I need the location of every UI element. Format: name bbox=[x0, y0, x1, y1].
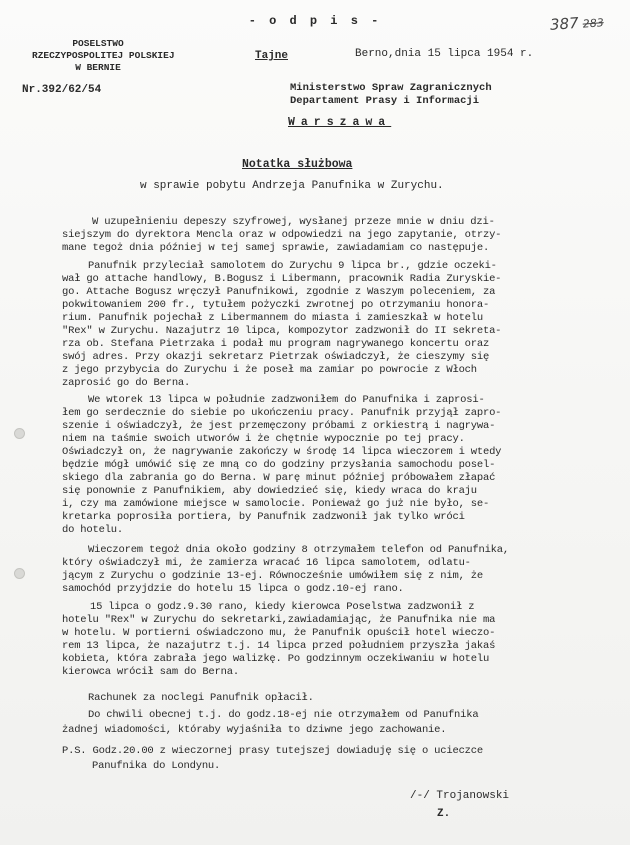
body-line: hotelu "Rex" w Zurychu do sekretarki,zawiadamiając, że Panufnika nie ma bbox=[62, 614, 496, 626]
body-line: z jego przybycia do Zurychu i że poseł ma zamiar po powrocie z Włoch bbox=[62, 364, 477, 376]
classification-mark: Tajne bbox=[255, 50, 289, 62]
addressee-line: Ministerstwo Spraw Zagranicznych bbox=[290, 82, 492, 94]
body-line: Panufnika do Londynu. bbox=[92, 760, 221, 772]
punch-hole bbox=[14, 568, 25, 579]
body-line: i, czy ma zamówione miejsce w samolocie. Ponieważ go już nie było, se- bbox=[62, 498, 490, 510]
body-line: go. Attache Bogusz wręczył Panufnikowi, zgodnie z Waszym poleceniem, za bbox=[62, 286, 496, 298]
document-title: Notatka służbowa bbox=[242, 158, 353, 171]
archive-number bbox=[550, 12, 605, 34]
archive-number-current: 387 bbox=[549, 13, 580, 34]
place-date: Berno,dnia 15 lipca 1954 r. bbox=[355, 48, 534, 60]
body-line: jącym z Zurychu o godzinie 13-ej. Równocześnie umówiłem się z nim, że bbox=[62, 570, 483, 582]
body-line: łem go serdecznie do siebie po ukończeniu pracy. Panufnik przyjął zapro- bbox=[62, 407, 502, 419]
body-line: "Rex" w Zurychu. Nazajutrz 10 lipca, kompozytor zadzwonił do II sekreta- bbox=[62, 325, 502, 337]
archive-number-struck: 283 bbox=[582, 16, 605, 31]
body-line: żadnej wiadomości, któraby wyjaśniła to dziwne jego zachowanie. bbox=[62, 724, 447, 736]
body-line: niem na taśmie swoich utworów i że chętnie wypocznie po tej pracy. bbox=[62, 433, 465, 445]
body-line: zaprosić go do Berna. bbox=[62, 377, 191, 389]
body-line: Panufnik przyleciał samolotem do Zurychu 9 lipca br., gdzie oczeki- bbox=[88, 260, 497, 272]
addressee-line: Departament Prasy i Informacji bbox=[290, 95, 480, 107]
body-line: W uzupełnieniu depeszy szyfrowej, wysłanej przeze mnie w dniu dzi- bbox=[92, 216, 495, 228]
body-line: Do chwili obecnej t.j. do godz.18-ej nie otrzymałem od Panufnika bbox=[88, 709, 479, 721]
reference-number: Nr.392/62/54 bbox=[22, 84, 102, 96]
body-line: się ponownie z Panufnikiem, aby dowiedzieć się, kiedy wraca do kraju bbox=[62, 485, 477, 497]
body-line: kierowca wrócił sam do Berna. bbox=[62, 666, 239, 678]
body-line: rem 13 lipca, że nazajutrz t.j. 14 lipca przed południem przyszła jakaś bbox=[62, 640, 496, 652]
sender-block bbox=[32, 38, 175, 74]
body-line: kretarka poprosiła portiera, by Panufnik zadzwonił jak tylko wróci bbox=[62, 511, 465, 523]
copy-mark: - o d p i s - bbox=[248, 14, 382, 28]
body-line: samochód przyjdzie do hotelu 15 lipca o godz.10-ej rano. bbox=[62, 583, 404, 595]
sender-line: RZECZYPOSPOLITEJ POLSKIEJ bbox=[32, 50, 175, 61]
signature-initial: Z. bbox=[437, 808, 451, 820]
body-line: do hotelu. bbox=[62, 524, 124, 536]
body-line: Rachunek za noclegi Panufnik opłacił. bbox=[88, 692, 314, 704]
body-line: 15 lipca o godz.9.30 rano, kiedy kierowca Poselstwa zadzwonił z bbox=[90, 601, 475, 613]
body-line: rza ob. Stefana Pietrzaka i podał mu program nagrywanego koncertu oraz bbox=[62, 338, 490, 350]
body-line: P.S. Godz.20.00 z wieczornej prasy tutejszej dowiaduję się o ucieczce bbox=[62, 745, 483, 757]
body-line: wał go attache handlowy, B.Bogusz i Libermann, pracownik Radia Zuryskie- bbox=[62, 273, 502, 285]
body-line: szenie i oświadczył, że jest przemęczony próbami z orkiestrą i nagrywa- bbox=[62, 420, 496, 432]
signature: /-/ Trojanowski bbox=[410, 790, 510, 802]
punch-hole bbox=[14, 428, 25, 439]
body-line: We wtorek 13 lipca w południe zadzwoniłem do Panufnika i zaprosi- bbox=[88, 394, 485, 406]
body-line: będzie mógł umówić się ze mną co do godziny przysłania samochodu posel- bbox=[62, 459, 496, 471]
body-line: siejszym do dyrektora Mencla oraz w odpowiedzi na jego zapytanie, otrzy- bbox=[62, 229, 502, 241]
sender-line: POSELSTWO bbox=[72, 38, 124, 49]
body-line: kobieta, która zabrała jego walizkę. Po godzinnym oczekiwaniu w hotelu bbox=[62, 653, 490, 665]
addressee-block bbox=[290, 82, 492, 108]
addressee-city: Warszawa bbox=[288, 116, 392, 129]
body-line: skiego dla zabrania go do Berna. W parę minut później próbowałem złapać bbox=[62, 472, 496, 484]
body-line: Oświadczył on, że nagrywanie zakończy w środę 14 lipca wieczorem i wtedy bbox=[62, 446, 502, 458]
body-line: który oświadczył mi, że zamierza wracać 16 lipca samolotem, odlatu- bbox=[62, 557, 471, 569]
body-line: pokwitowaniem 200 fr., tytułem pożyczki zwrotnej po otrzymaniu honora- bbox=[62, 299, 490, 311]
body-line: mane tegoż dnia później w tej samej sprawie, zawiadamiam co następuje. bbox=[62, 242, 490, 254]
document-subject: w sprawie pobytu Andrzeja Panufnika w Zurychu. bbox=[140, 180, 444, 192]
body-line: swój adres. Przy okazji sekretarz Pietrzak oświadczył, że cieszymy się bbox=[62, 351, 490, 363]
body-line: rium. Panufnik pojechał z Libermannem do miasta i zamieszkał w hotelu bbox=[62, 312, 483, 324]
body-line: w hotelu. W portierni oświadczono mu, że Panufnik opuścił hotel wieczo- bbox=[62, 627, 496, 639]
sender-line: W BERNIE bbox=[75, 62, 121, 73]
body-line: Wieczorem tegoż dnia około godziny 8 otrzymałem telefon od Panufnika, bbox=[88, 544, 509, 556]
